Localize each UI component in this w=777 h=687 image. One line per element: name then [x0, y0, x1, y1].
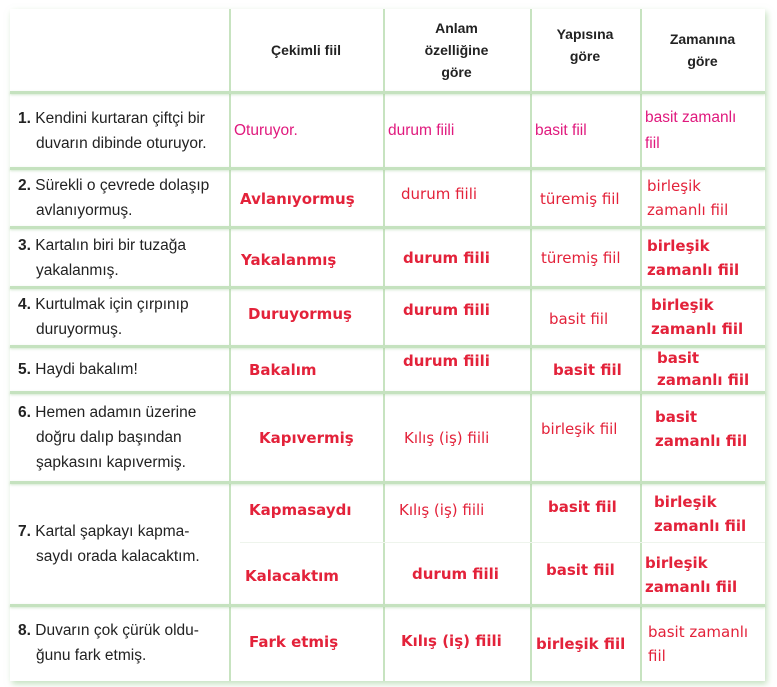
yapi-6: birleşik fiil	[541, 420, 618, 438]
anlam-5: durum fiili	[403, 352, 490, 370]
header-yapi: Yapısına göre	[556, 26, 614, 64]
sentence-7: 7. Kartal şapkayı kapma- saydı orada kalacaktım.	[18, 523, 200, 565]
header-anlam: Anlam özelliğine göre	[424, 20, 489, 80]
yapi-2: türemiş fiil	[540, 190, 620, 208]
anlam-7b: durum fiili	[412, 565, 499, 583]
header-zaman: Zamanına göre	[669, 31, 736, 69]
yapi-7a: basit fiil	[548, 498, 617, 516]
anlam-4: durum fiili	[403, 301, 490, 319]
zaman-1: basit zamanlı fiil	[645, 108, 737, 152]
verb-3: Yakalanmış	[241, 250, 337, 269]
verb-5: Bakalım	[249, 360, 317, 379]
anlam-3: durum fiili	[403, 248, 490, 267]
header-sentence	[10, 9, 229, 91]
yapi-3: türemiş fiil	[541, 248, 621, 267]
zaman-7a: birleşik zamanlı fiil	[654, 492, 747, 535]
sentence-8: 8. Duvarın çok çürük oldu- ğunu fark etmiş.	[18, 622, 199, 664]
yapi-5: basit fiil	[553, 360, 622, 379]
verb-7a: Kapmasaydı	[249, 501, 352, 519]
yapi-8: birleşik fiil	[536, 635, 626, 653]
verb-6: Kapıvermiş	[259, 428, 354, 447]
zaman-2: birleşik zamanlı fiil	[647, 177, 729, 219]
anlam-1: durum fiili	[388, 121, 455, 139]
yapi-1: basit fiil	[535, 121, 587, 139]
zaman-8: basit zamanlı fiil	[648, 623, 749, 665]
zaman-4: birleşik zamanlı fiil	[651, 296, 744, 338]
yapi-4: basit fiil	[549, 310, 609, 328]
anlam-8: Kılış (iş) fiili	[401, 632, 502, 650]
sentence-3: 3. Kartalın biri bir tuzağa yakalanmış.	[18, 236, 187, 279]
verb-analysis-table	[10, 9, 765, 681]
zaman-7b: birleşik zamanlı fiil	[645, 553, 738, 596]
zaman-3: birleşik zamanlı fiil	[647, 236, 740, 279]
zaman-5: basit zamanlı fiil	[657, 348, 750, 389]
anlam-2: durum fiili	[401, 185, 478, 203]
verb-7b: Kalacaktım	[245, 567, 339, 585]
yapi-7b: basit fiil	[546, 561, 615, 579]
verb-8: Fark etmiş	[249, 633, 339, 651]
sentence-2: 2. Sürekli o çevrede dolaşıp avlanıyormuş.	[18, 177, 210, 219]
sentence-6: 6. Hemen adamın üzerine doğru dalıp başından şapkasını kapıvermiş.	[18, 404, 197, 471]
header-cekimli-fiil: Çekimli fiil	[270, 42, 342, 58]
sentence-5: 5. Haydi bakalım!	[18, 361, 138, 378]
anlam-6: Kılış (iş) fiili	[404, 428, 490, 447]
sub-row-divider	[240, 542, 765, 543]
sentence-1: 1. Kendini kurtaran çiftçi bir duvarın dibinde oturuyor.	[18, 109, 207, 152]
verb-4: Duruyormuş	[248, 305, 352, 323]
zaman-6: basit zamanlı fiil	[655, 408, 748, 450]
sentence-4: 4. Kurtulmak için çırpınıp duruyormuş.	[18, 296, 189, 338]
verb-1: Oturuyor.	[234, 121, 298, 139]
anlam-7a: Kılış (iş) fiili	[399, 501, 485, 519]
verb-2: Avlanıyormuş	[240, 190, 355, 208]
